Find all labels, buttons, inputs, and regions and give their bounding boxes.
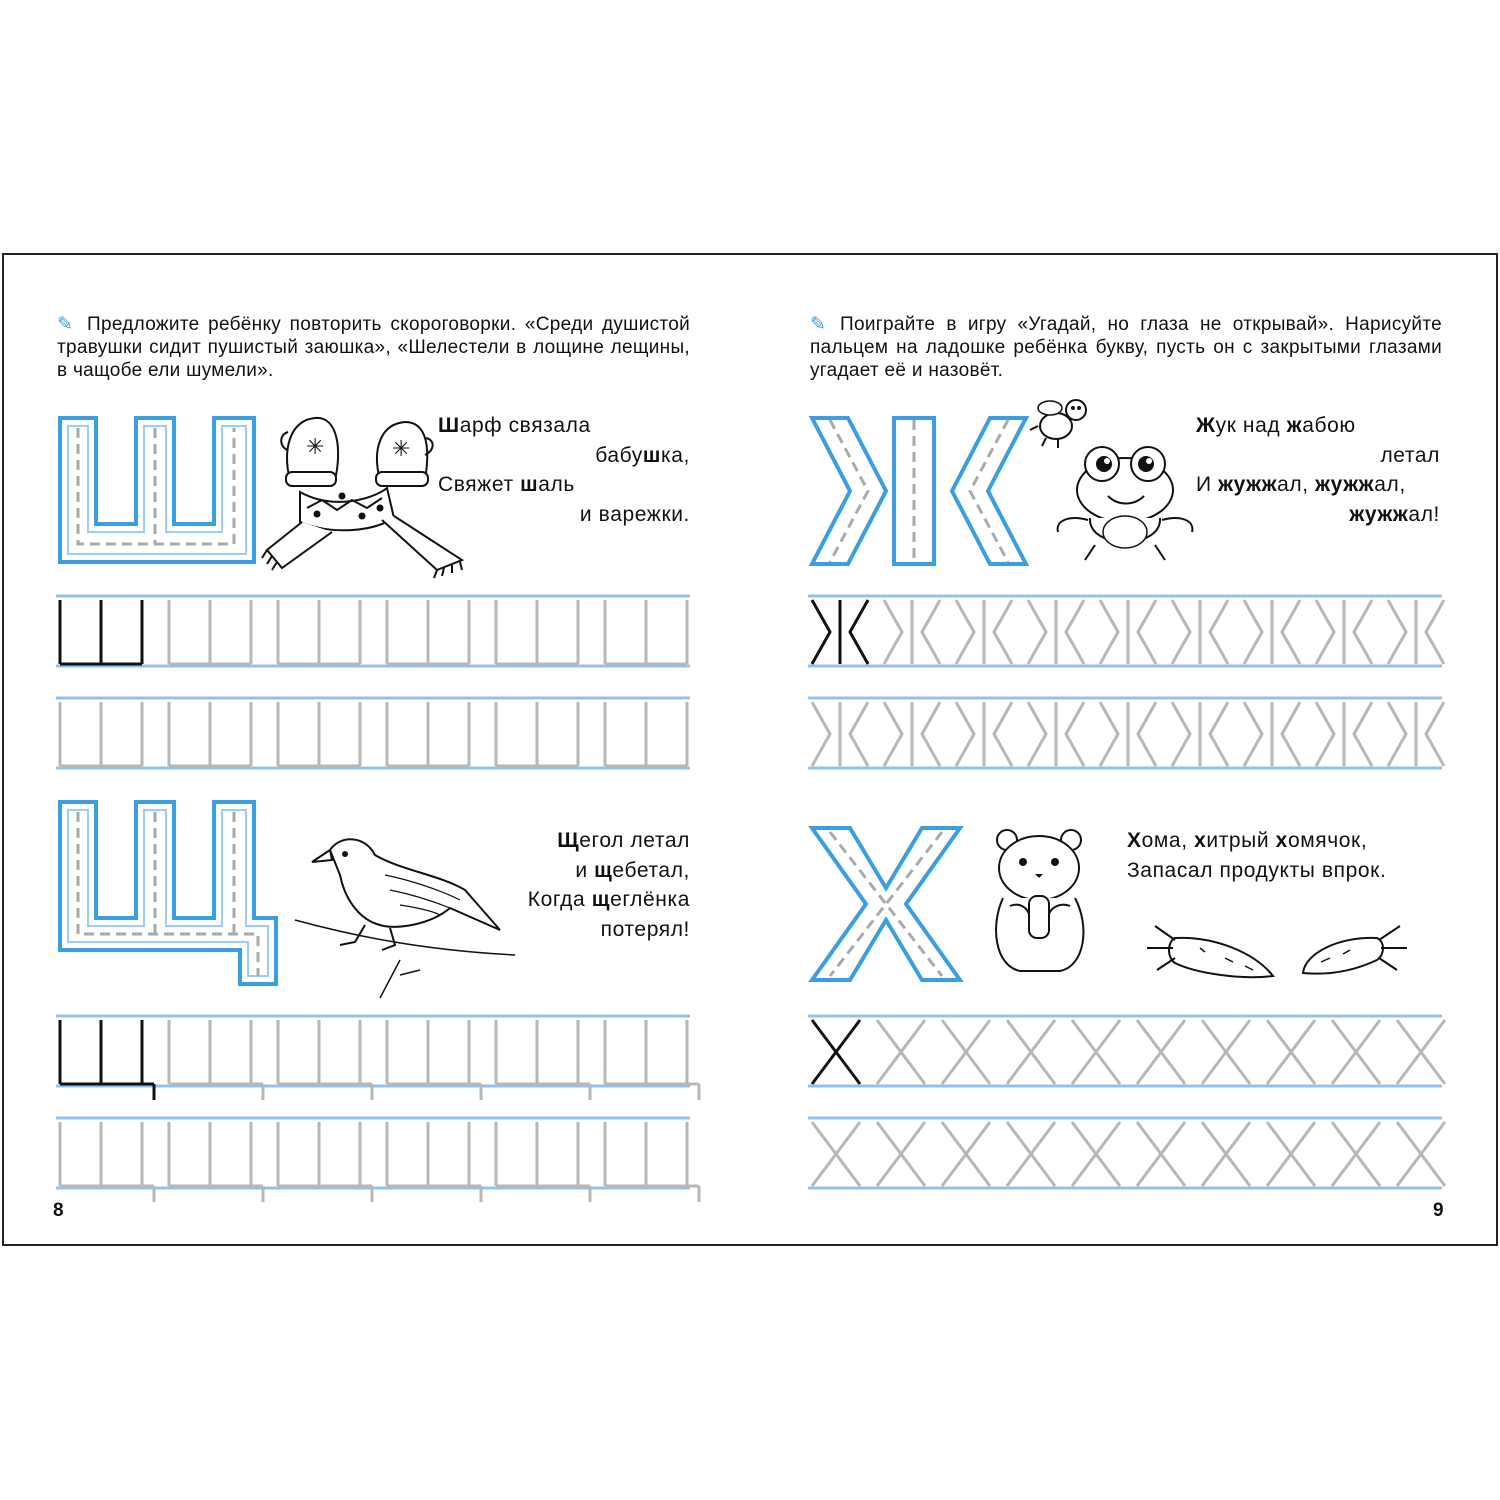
kha-practice-rows	[808, 1010, 1448, 1190]
poem-sha: Шарф связала бабушка, Свяжет шаль и варежки.	[438, 414, 690, 526]
trace-letter-right	[1354, 702, 1372, 766]
trace-letter-right	[1210, 702, 1228, 766]
right-parent-note: ✎ Поиграйте в игру «Угадай, но глаза не открывай». Нарисуйте пальцем на ладошке ребёнка букву, пусть он с закрытыми глазами угадает её и назовёт.	[810, 314, 1442, 381]
sha-practice-rows	[56, 590, 696, 770]
trace-letter-left	[1100, 702, 1118, 766]
page-number-right: 9	[1433, 1200, 1444, 1221]
trace-letter-left	[1316, 702, 1334, 766]
trace-letter-left	[1316, 600, 1334, 664]
trace-letter-left	[1100, 600, 1118, 664]
trace-letter-right	[922, 600, 940, 664]
poem-zhe: Жук над жабою летал И жужжал, жужжал, жужжал!	[1196, 414, 1440, 526]
trace-letter-right	[1282, 702, 1300, 766]
trace-letter-right	[1282, 600, 1300, 664]
trace-letter-right	[1138, 702, 1156, 766]
letter-zhe-outline	[810, 416, 1030, 571]
trace-letter-right	[1426, 600, 1444, 664]
trace-letter-right	[1066, 600, 1084, 664]
trace-letter-left	[884, 600, 902, 664]
trace-letter-right	[1138, 600, 1156, 664]
trace-letter-left	[1388, 702, 1406, 766]
trace-letter-left	[1244, 600, 1262, 664]
trace-letter-left	[1388, 600, 1406, 664]
poem-kha: Хома, хитрый хомячок, Запасал продукты впрок.	[1127, 829, 1387, 882]
example-letter-left	[812, 600, 830, 664]
svg-text:✳: ✳	[392, 437, 411, 462]
carrot-icon	[1145, 918, 1415, 988]
trace-letter-left	[1172, 600, 1190, 664]
shcha-practice-rows	[56, 1010, 706, 1210]
example-letter-right	[850, 600, 868, 664]
poem-shcha: Щегол летал и щебетал, Когда щеглёнка потерял!	[527, 829, 690, 941]
frog-icon	[1050, 440, 1200, 570]
trace-letter-right	[922, 702, 940, 766]
trace-letter-left	[1028, 702, 1046, 766]
trace-letter-right	[850, 702, 868, 766]
mittens-icon	[280, 410, 440, 490]
trace-letter-left	[812, 702, 830, 766]
trace-letter-left	[956, 600, 974, 664]
trace-letter-right	[1210, 600, 1228, 664]
trace-letter-left	[884, 702, 902, 766]
trace-letter-left	[956, 702, 974, 766]
trace-letter-right	[1426, 702, 1444, 766]
svg-text:✳: ✳	[306, 435, 325, 460]
letter-sha-outline	[58, 416, 268, 566]
trace-letter-right	[1066, 702, 1084, 766]
zhe-practice-rows	[808, 590, 1448, 770]
trace-letter-right	[1354, 600, 1372, 664]
trace-letter-left	[1028, 600, 1046, 664]
pencil-icon: ✎	[57, 314, 74, 335]
trace-letter-right	[994, 702, 1012, 766]
hamster-icon	[985, 826, 1095, 976]
trace-letter-left	[1244, 702, 1262, 766]
letter-shcha-outline	[58, 800, 288, 990]
page-number-left: 8	[53, 1200, 64, 1221]
letter-kha-outline	[810, 826, 970, 986]
pencil-icon: ✎	[810, 314, 827, 335]
trace-letter-left	[1172, 702, 1190, 766]
left-parent-note: ✎ Предложите ребёнку повторить скороговорки. «Среди душистой травушки сидит пушистый заюшка», «Шелестели в лощине лещины, в чащобе ели шумели».	[57, 314, 690, 381]
trace-letter-right	[994, 600, 1012, 664]
